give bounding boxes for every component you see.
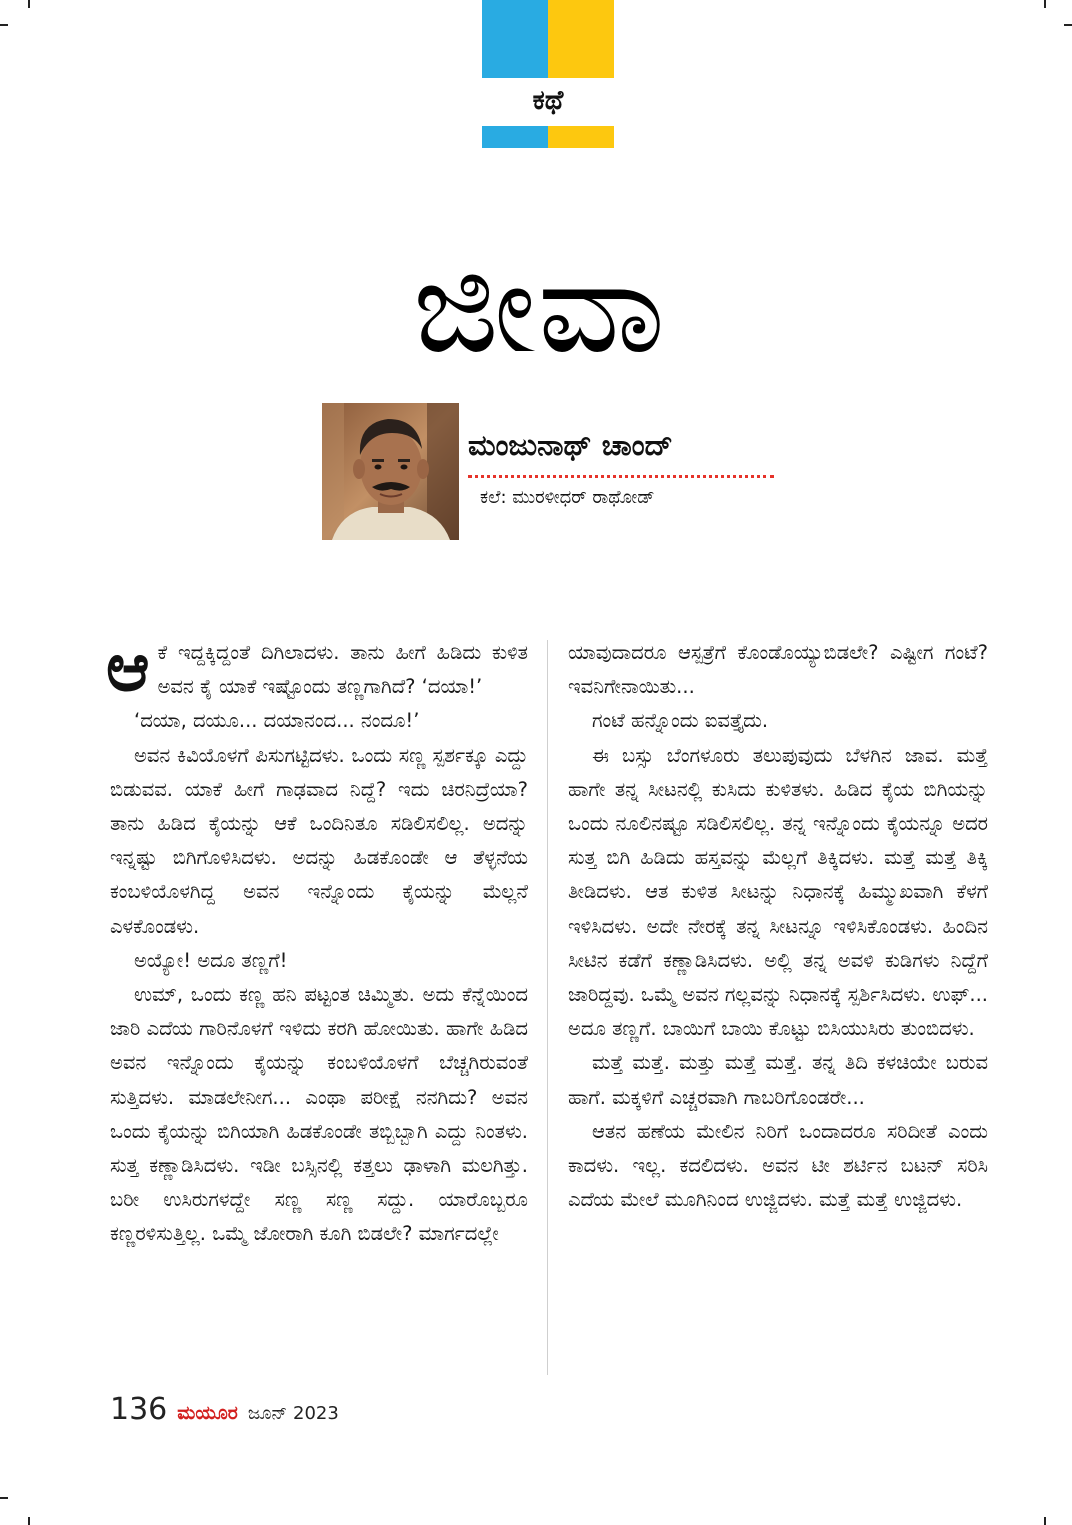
crop-mark-bottom-left bbox=[28, 1517, 30, 1525]
section-badge-top-bar bbox=[482, 0, 614, 78]
right-column bbox=[568, 636, 988, 1217]
crop-mark-top-right-h bbox=[1064, 24, 1072, 26]
magazine-logo: ಮಯೂರ bbox=[177, 1402, 238, 1424]
issue-date: ಜೂನ್ 2023 bbox=[247, 1403, 339, 1424]
dotted-divider bbox=[468, 475, 774, 478]
crop-mark-top-right bbox=[1044, 0, 1046, 8]
page-footer bbox=[110, 1392, 339, 1432]
section-badge bbox=[482, 0, 614, 148]
paragraph-text: ಕೆ ಇದ್ದಕ್ಕಿದ್ದಂತೆ ದಿಗಿಲಾದಳು. ತಾನು ಹೀಗೆ ಹಿಡಿದು ಕುಳಿತ ಅವನ ಕೈ ಯಾಕೆ ಇಷ್ಟೊಂದು ತಣ್ಣಗಾಗಿದೆ? ‘ದಯಾ!’ bbox=[157, 641, 528, 699]
column-divider bbox=[547, 640, 548, 1375]
paragraph: ಮತ್ತೆ ಮತ್ತೆ. ಮತ್ತು ಮತ್ತೆ ಮತ್ತೆ. ತನ್ನ ತಿದಿ ಕಳಚಿಯೇ ಬರುವ ಹಾಗೆ. ಮಕ್ಕಳಿಗೆ ಎಚ್ಚರವಾಗಿ ಗಾಬರಿಗೊಂಡರೇ... bbox=[568, 1051, 988, 1109]
paragraph: ಆತನ ಹಣೆಯ ಮೇಲಿನ ನಿರಿಗೆ ಒಂದಾದರೂ ಸರಿದೀತೆ ಎಂದು ಕಾದಳು. ಇಲ್ಲ. ಕದಲಿದಳು. ಅವನ ಟೀ ಶರ್ಟಿನ ಬಟನ್ ಸರಿಸಿ ಎದೆಯ ಮೇಲೆ ಮೂಗಿನಿಂದ ಉಜ್ಜಿದಳು. ಮತ್ತೆ ಮತ್ತೆ ಉಜ್ಜಿದಳು. bbox=[568, 1119, 988, 1212]
author-name: ಮಂಜುನಾಥ್ ಚಾಂದ್ bbox=[468, 428, 673, 462]
section-label: ಕಥೆ bbox=[532, 85, 564, 116]
section-badge-bottom-bar bbox=[482, 126, 614, 148]
paragraph: ಯಾವುದಾದರೂ ಆಸ್ಪತ್ರೆಗೆ ಕೊಂಡೊಯ್ಯುಬಿಡಲೇ? ಎಷ್ಟೀಗ ಗಂಟೆ? ಇವನಿಗೇನಾಯಿತು... bbox=[568, 641, 988, 699]
art-credit: ಕಲೆ: ಮುರಳೀಧರ್ ರಾಥೋಡ್ bbox=[480, 487, 655, 508]
paragraph: ಈ ಬಸ್ಸು ಬೆಂಗಳೂರು ತಲುಪುವುದು ಬೆಳಗಿನ ಜಾವ. ಮತ್ತೆ ಹಾಗೇ ತನ್ನ ಸೀಟನಲ್ಲಿ ಕುಸಿದು ಕುಳಿತಳು. ಹಿಡಿದ ಕೈಯ ಬಿಗಿಯನ್ನು ಒಂದು ನೂಲಿನಷ್ಟೂ ಸಡಿಲಿಸಲಿಲ್ಲ. ತನ್ನ ಇನ್ನೊಂದು ಕೈಯನ್ನೂ ಅದರ ಸುತ್ತ ಬಿಗಿ ಹಿಡಿದು ಹಸ್ತವನ್ನು ಮೆಲ್ಲಗೆ ತಿಕ್ಕಿದಳು. ಮತ್ತೆ ಮತ್ತೆ ತಿಕ್ಕಿ ತೀಡಿದಳು. ಆತ ಕುಳಿತ ಸೀಟನ್ನು ನಿಧಾನಕ್ಕೆ ಹಿಮ್ಮುಖವಾಗಿ ಕೆಳಗೆ ಇಳಿಸಿದಳು. ಅದೇ ನೇರಕ್ಕೆ ತನ್ನ ಸೀಟನ್ನೂ ಇಳಿಸಿಕೊಂಡಳು. ಹಿಂದಿನ ಸೀಟಿನ ಕಡೆಗೆ ಕಣ್ಣಾಡಿಸಿದಳು. ಅಲ್ಲಿ ತನ್ನ ಅವಳಿ ಕುಡಿಗಳು ನಿದ್ದೆಗೆ ಜಾರಿದ್ದವು. ಒಮ್ಮೆ ಅವನ ಗಲ್ಲವನ್ನು ನಿಧಾನಕ್ಕೆ ಸ್ಪರ್ಶಿಸಿದಳು. ಉಫ್... ಅದೂ ತಣ್ಣಗೆ. ಬಾಯಿಗೆ ಬಾಯಿ ಕೊಟ್ಟು ಬಿಸಿಯುಸಿರು ತುಂಬಿದಳು. bbox=[568, 743, 988, 1041]
badge-blue-block bbox=[482, 0, 548, 78]
drop-cap: ಆ bbox=[106, 629, 150, 706]
paragraph bbox=[106, 629, 528, 706]
story-title: ಜೀವಾ bbox=[412, 233, 668, 382]
page-number: 136 bbox=[110, 1392, 168, 1427]
crop-mark-bottom-right bbox=[1044, 1517, 1046, 1525]
paragraph: ಅವನ ಕಿವಿಯೊಳಗೆ ಪಿಸುಗಟ್ಟಿದಳು. ಒಂದು ಸಣ್ಣ ಸ್ಪರ್ಶಕ್ಕೂ ಎದ್ದು ಬಿಡುವವ. ಯಾಕೆ ಹೀಗೆ ಗಾಢವಾದ ನಿದ್ದೆ? ಇದು ಚಿರನಿದ್ರೆಯಾ? ತಾನು ಹಿಡಿದ ಕೈಯನ್ನು ಆಕೆ ಒಂದಿನಿತೂ ಸಡಿಲಿಸಲಿಲ್ಲ. ಅದನ್ನು ಇನ್ನಷ್ಟು ಬಿಗಿಗೊಳಿಸಿದಳು. ಅದನ್ನು ಹಿಡಕೊಂಡೇ ಆ ತೆಳ್ಳನೆಯ ಕಂಬಳಿಯೊಳಗಿದ್ದ ಅವನ ಇನ್ನೊಂದು ಕೈಯನ್ನು ಮೆಲ್ಲನೆ ಎಳಕೊಂಡಳು. bbox=[110, 743, 528, 938]
crop-mark-bottom-left-h bbox=[0, 1497, 8, 1499]
paragraph: ಗಂಟೆ ಹನ್ನೊಂದು ಐವತ್ತೈದು. bbox=[592, 709, 769, 733]
badge-yellow-strip bbox=[548, 126, 614, 148]
badge-blue-strip bbox=[482, 126, 548, 148]
paragraph: ‘ದಯಾ, ದಯೂ... ದಯಾನಂದ... ನಂದೂ!’ bbox=[134, 709, 420, 733]
left-column bbox=[106, 629, 528, 1252]
author-photo bbox=[322, 403, 459, 540]
crop-mark-top-left-h bbox=[0, 24, 8, 26]
paragraph: ಅಯ್ಯೋ! ಅದೂ ತಣ್ಣಗೆ! bbox=[134, 948, 288, 972]
crop-mark-top-left bbox=[28, 0, 30, 8]
paragraph: ಉಮ್, ಒಂದು ಕಣ್ಣ ಹನಿ ಪಟ್ಟಂತ ಚಿಮ್ಮಿತು. ಅದು ಕೆನ್ನೆಯಿಂದ ಜಾರಿ ಎದೆಯ ಗಾರಿನೊಳಗೆ ಇಳಿದು ಕರಗಿ ಹೋಯಿತು. ಹಾಗೇ ಹಿಡಿದ ಅವನ ಇನ್ನೊಂದು ಕೈಯನ್ನು ಕಂಬಳಿಯೊಳಗೆ ಬೆಚ್ಚಗಿರುವಂತೆ ಸುತ್ತಿದಳು. ಮಾಡಲೇನೀಗ... ಎಂಥಾ ಪರೀಕ್ಷೆ ನನಗಿದು? ಅವನ ಒಂದು ಕೈಯನ್ನು ಬಿಗಿಯಾಗಿ ಹಿಡಕೊಂಡೇ ತಬ್ಬಿಬ್ಬಾಗಿ ಎದ್ದು ನಿಂತಳು. ಸುತ್ತ ಕಣ್ಣಾಡಿಸಿದಳು. ಇಡೀ ಬಸ್ಸಿನಲ್ಲಿ ಕತ್ತಲು ಢಾಳಾಗಿ ಮಲಗಿತ್ತು. ಬರೀ ಉಸಿರುಗಳದ್ದೇ ಸಣ್ಣ ಸಣ್ಣ ಸದ್ದು. ಯಾರೊಬ್ಬರೂ ಕಣ್ಣರಳಿಸುತ್ತಿಲ್ಲ. ಒಮ್ಮೆ ಜೋರಾಗಿ ಕೂಗಿ ಬಿಡಲೇ? ಮಾರ್ಗದಲ್ಲೇ bbox=[110, 983, 528, 1246]
badge-yellow-block bbox=[548, 0, 614, 78]
